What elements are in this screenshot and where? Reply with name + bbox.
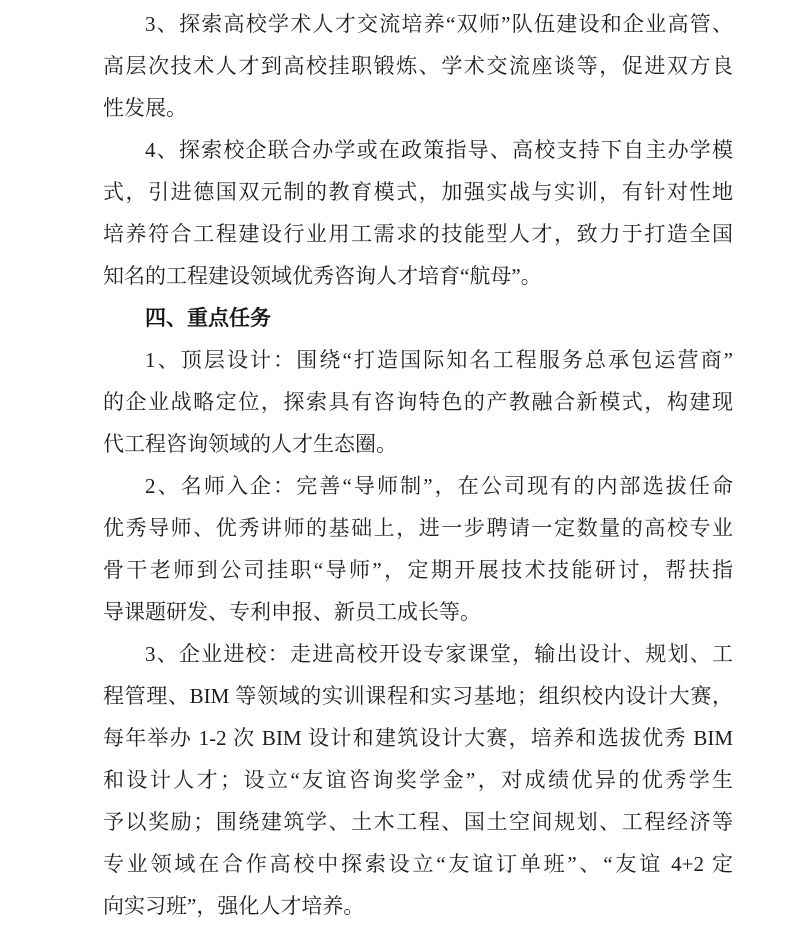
text-line: 3、探索高校学术人才交流培养“双师”队伍建设和企业高管、 bbox=[145, 12, 733, 36]
text-line: 导课题研发、专利申报、新员工成长等。 bbox=[103, 600, 481, 624]
text-line: 优秀导师、优秀讲师的基础上，进一步聘请一定数量的高校专业 bbox=[103, 516, 733, 540]
text-line: 式，引进德国双元制的教育模式，加强实战与实训，有针对性地 bbox=[103, 180, 733, 204]
text-line: 3、企业进校：走进高校开设专家课堂，输出设计、规划、工 bbox=[145, 642, 733, 666]
text-line: 骨干老师到公司挂职“导师”，定期开展技术技能研讨，帮扶指 bbox=[103, 558, 733, 582]
text-line: 高层次技术人才到高校挂职锻炼、学术交流座谈等，促进双方良 bbox=[103, 54, 733, 78]
text-line: 性发展。 bbox=[103, 96, 187, 120]
text-line: 程管理、BIM 等领域的实训课程和实习基地；组织校内设计大赛， bbox=[103, 684, 733, 708]
text-line: 1、顶层设计：围绕“打造国际知名工程服务总承包运营商” bbox=[145, 348, 733, 372]
section-heading: 四、重点任务 bbox=[145, 306, 271, 330]
body-text bbox=[103, 3, 733, 927]
text-line: 4、探索校企联合办学或在政策指导、高校支持下自主办学模 bbox=[145, 138, 733, 162]
text-line: 和设计人才；设立“友谊咨询奖学金”，对成绩优异的优秀学生 bbox=[103, 768, 733, 792]
text-line: 予以奖励；围绕建筑学、土木工程、国土空间规划、工程经济等 bbox=[103, 810, 733, 834]
text-line: 2、名师入企：完善“导师制”，在公司现有的内部选拔任命 bbox=[145, 474, 733, 498]
text-line: 每年举办 1-2 次 BIM 设计和建筑设计大赛，培养和选拔优秀 BIM bbox=[103, 726, 733, 750]
text-line: 专业领域在合作高校中探索设立“友谊订单班”、“友谊 4+2 定 bbox=[103, 852, 733, 876]
text-line: 代工程咨询领域的人才生态圈。 bbox=[103, 432, 397, 456]
text-line: 的企业战略定位，探索具有咨询特色的产教融合新模式，构建现 bbox=[103, 390, 733, 414]
text-line: 培养符合工程建设行业用工需求的技能型人才，致力于打造全国 bbox=[103, 222, 733, 246]
text-line: 向实习班”，强化人才培养。 bbox=[103, 894, 365, 918]
text-line: 知名的工程建设领域优秀咨询人才培育“航母”。 bbox=[103, 264, 542, 288]
